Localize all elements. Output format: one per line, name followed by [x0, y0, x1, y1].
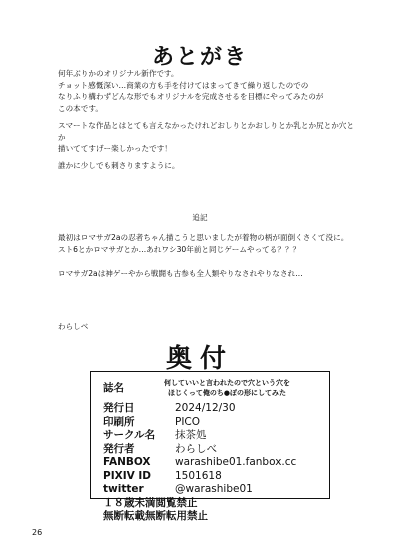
- colophon-value: 1501618: [175, 469, 222, 482]
- postscript-label: 追記: [192, 213, 208, 222]
- colophon-label: 発行日: [103, 402, 135, 414]
- colophon-value: warashibe01.fanbox.cc: [175, 456, 297, 468]
- colophon-value: 2024/12/30: [175, 402, 236, 414]
- colophon-label: サークル名: [103, 429, 156, 441]
- colophon-label: 印刷所: [103, 415, 135, 428]
- colophon-label: twitter: [103, 483, 144, 495]
- colophon-title: 奥付: [165, 344, 234, 374]
- colophon-label: 誌名: [103, 382, 124, 394]
- afterword-paragraph-1: 何年ぶりかのオリジナル新作です。 チョット感慨深い…商業の方も手を付けてはまってきて繰り返したのでの なりふり構わずどんな形でもオリジナルを完成させるを目標にやってみたのが この本です。: [58, 69, 324, 113]
- page-number: 26: [32, 528, 43, 537]
- colophon-value: PICO: [175, 415, 201, 428]
- colophon-label: 発行者: [103, 442, 135, 455]
- signature: わらしべ: [58, 322, 89, 331]
- colophon-row: [103, 402, 321, 416]
- afterword-title: あとがき: [151, 45, 248, 70]
- age-restriction-note: １８歳未満閲覧禁止: [103, 496, 198, 509]
- colophon-row: [103, 429, 321, 443]
- colophon-value: わらしべ: [175, 442, 217, 455]
- no-reproduction-note: 無断転載無断転用禁止: [103, 510, 208, 522]
- colophon-table: [103, 378, 321, 524]
- colophon-value: @warashibe01: [175, 483, 253, 495]
- colophon-row: [103, 456, 321, 470]
- colophon-label: FANBOX: [103, 456, 151, 468]
- colophon-row: [103, 416, 321, 430]
- colophon-label: PIXIV ID: [103, 469, 152, 482]
- colophon-row: [103, 443, 321, 457]
- colophon-row: [103, 483, 321, 497]
- afterword-paragraph-3: 誰かに少しでも刺さりますように。: [58, 161, 180, 170]
- colophon-row: [103, 378, 321, 402]
- colophon-row: [103, 470, 321, 484]
- postscript-paragraph-2: ロマサガ2aは神ゲーやから戦闘も古参も全人類やりなされやりなされ…: [58, 269, 303, 278]
- postscript-paragraph-1: 最初はロマサガ2aの忍者ちゃん描こうと思いましたが着物の柄が面倒くさくて没に。 スト6とかロマサガとか…あれワシ30年前と同じゲームやってる？？？: [58, 233, 349, 254]
- afterword-paragraph-2: スマートな作品とはとても言えなかったけれどおしりとかおしりとか乳とか尻とか穴とか 描いててすげー楽しかったです！: [58, 121, 354, 153]
- colophon-value: 何していいと言われたので穴という穴を ほじくって俺のち●ぽの形にしてみた: [164, 379, 290, 397]
- colophon-value: 抹茶処: [175, 429, 207, 441]
- colophon-box: [90, 371, 330, 522]
